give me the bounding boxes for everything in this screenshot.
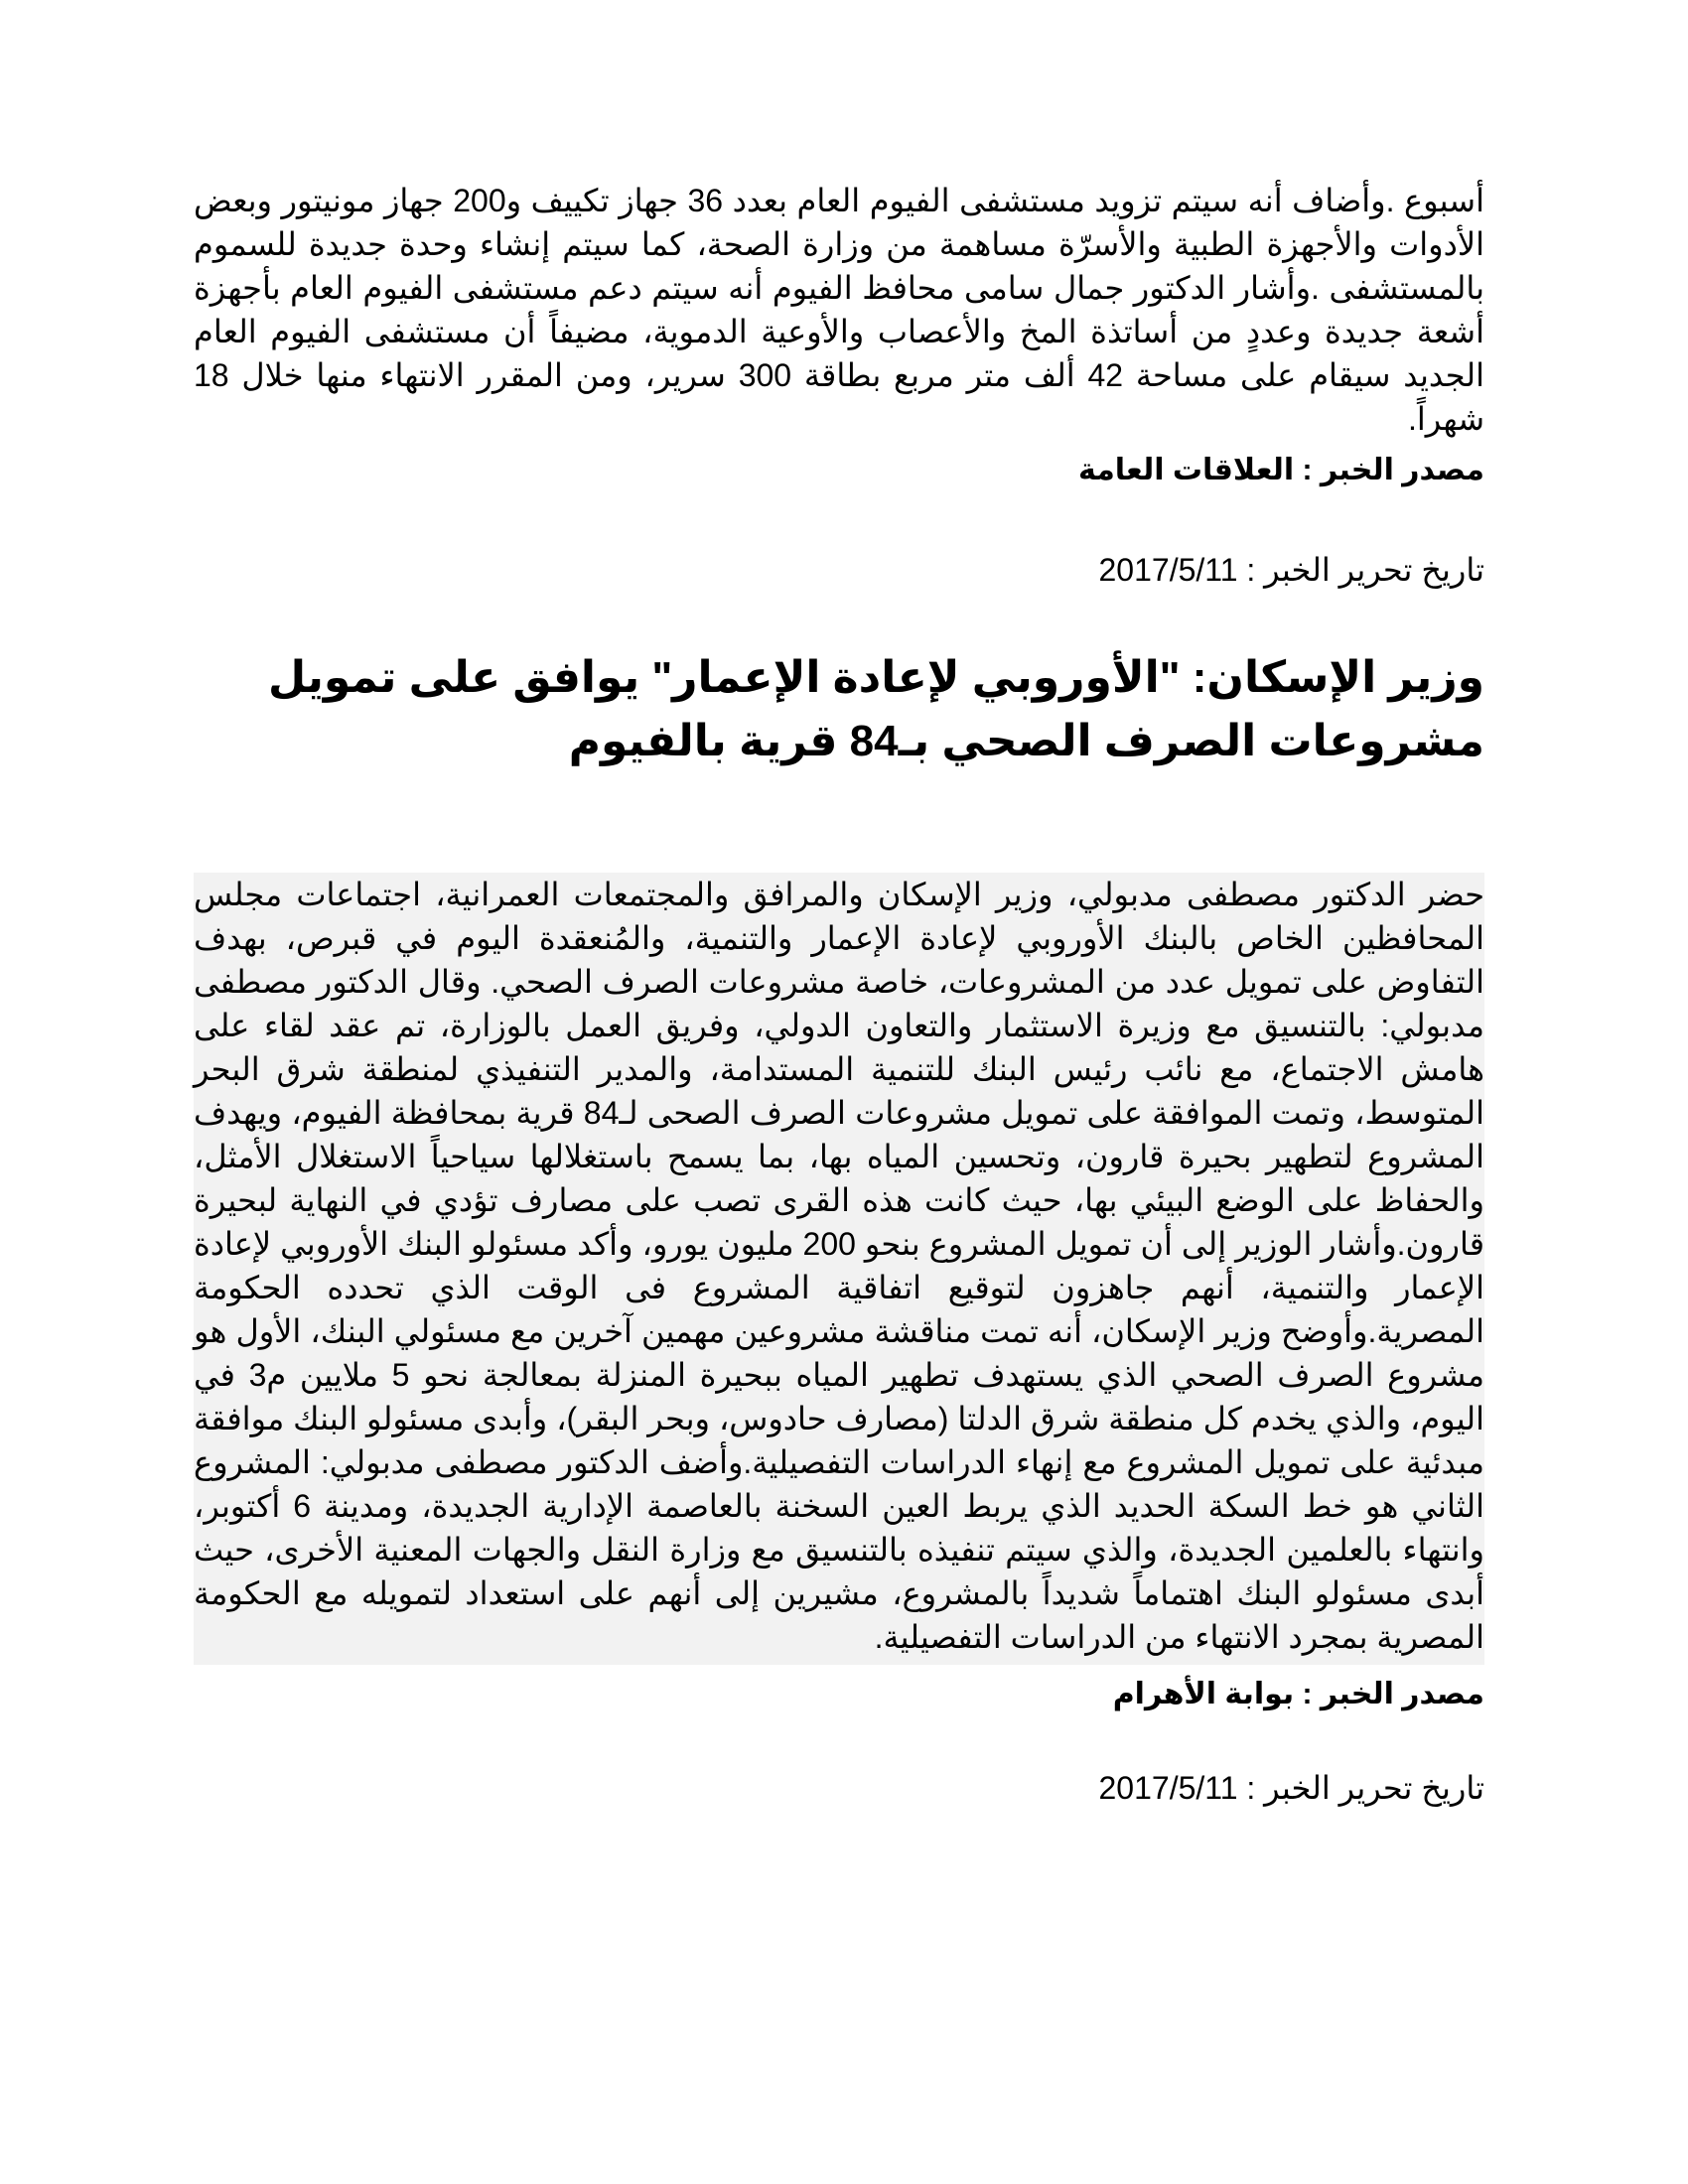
article-body-block: [194, 873, 1484, 1665]
article-headline: وزير الإسكان: "الأوروبي لإعادة الإعمار" يوافق على تمويل مشروعات الصرف الصحي بـ84 قرية بالفيوم: [268, 653, 1484, 765]
edit-date-2: تاريخ تحرير الخبر : 2017/5/11: [1098, 1770, 1484, 1806]
edit-date-1: تاريخ تحرير الخبر : 2017/5/11: [1098, 552, 1484, 588]
intro-paragraph: أسبوع .وأضاف أنه سيتم تزويد مستشفى الفيوم العام بعدد 36 جهاز تكييف و200 جهاز مونيتور وبعض الأدوات والأجهزة الطبية والأسرّة مساهمة من وزارة الصحة، كما سيتم إنشاء وحدة جديدة للسموم بالمستشفى .وأشار الدكتور جمال سامى محافظ الفيوم أنه سيتم دعم مستشفى الفيوم العام بأجهزة أشعة جديدة وعددٍ من أساتذة المخ والأعصاب والأوعية الدموية، مضيفاً أن مستشفى الفيوم العام الجديد سيقام على مساحة 42 ألف متر مربع بطاقة 300 سرير، ومن المقرر الانتهاء منها خلال 18 شهراً.: [194, 183, 1485, 437]
news-source-2: مصدر الخبر : بوابة الأهرام: [1112, 1678, 1484, 1710]
article-body-text: حضر الدكتور مصطفى مدبولي، وزير الإسكان والمرافق والمجتمعات العمرانية، اجتماعات مجلس المحافظين الخاص بالبنك الأوروبي لإعادة الإعمار والتنمية، والمُنعقدة اليوم في قبرص، بهدف التفاوض على تمويل عدد من المشروعات، خاصة مشروعات الصرف الصحي. وقال الدكتور مصطفى مدبولي: بالتنسيق مع وزيرة الاستثمار والتعاون الدولي، وفريق العمل بالوزارة، تم عقد لقاء على هامش الاجتماع، مع نائب رئيس البنك للتنمية المستدامة، والمدير التنفيذي لمنطقة شرق البحر المتوسط، وتمت الموافقة على تمويل مشروعات الصرف الصحى لـ84 قرية بمحافظة الفيوم، ويهدف المشروع لتطهير بحيرة قارون، وتحسين المياه بها، بما يسمح باستغلالها سياحياً الاستغلال الأمثل، والحفاظ على الوضع البيئي بها، حيث كانت هذه القرى تصب على مصارف تؤدي في النهاية لبحيرة قارون.وأشار الوزير إلى أن تمويل المشروع بنحو 200 مليون يورو، وأكد مسئولو البنك الأوروبي لإعادة الإعمار والتنمية، أنهم جاهزون لتوقيع اتفاقية المشروع فى الوقت الذي تحدده الحكومة المصرية.وأوضح وزير الإسكان، أنه تمت مناقشة مشروعين مهمين آخرين مع مسئولي البنك، الأول هو مشروع الصرف الصحي الذي يستهدف تطهير المياه ببحيرة المنزلة بمعالجة نحو 5 ملايين م3 في اليوم، والذي يخدم كل منطقة شرق الدلتا (مصارف حادوس، وبحر البقر)، وأبدى مسئولو البنك موافقة مبدئية على تمويل المشروع مع إنهاء الدراسات التفصيلية.وأضف الدكتور مصطفى مدبولي: المشروع الثاني هو خط السكة الحديد الذي يربط العين السخنة بالعاصمة الإدارية الجديدة، ومدينة 6 أكتوبر، وانتهاء بالعلمين الجديدة، والذي سيتم تنفيذه بالتنسيق مع وزارة النقل والجهات المعنية الأخرى، حيث أبدى مسئولو البنك اهتماماً شديداً بالمشروع، مشيرين إلى أنهم على استعداد لتمويله مع الحكومة المصرية بمجرد الانتهاء من الدراسات التفصيلية.: [194, 877, 1485, 1655]
document-page: [194, 179, 1484, 1810]
news-source-1: مصدر الخبر : العلاقات العامة: [1078, 454, 1484, 486]
